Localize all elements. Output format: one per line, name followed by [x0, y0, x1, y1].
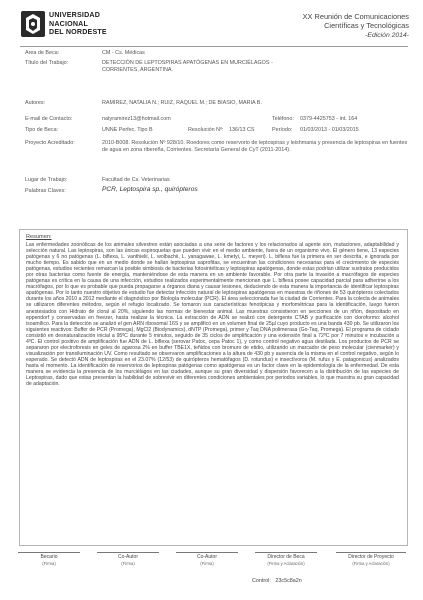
control-label: Control: — [252, 578, 271, 584]
signature-becario — [18, 552, 80, 566]
proyecto-value: 2010-B008. Resolución Nº 928/10. Roedores como reservorio de leptospiras y leishmania y presencia de leptospiras en fuentes de agua en zona ribereña, Corrientes. Secretaría General de CyT (2011-2014). — [102, 140, 408, 153]
signature-note: (Firma) — [42, 560, 56, 566]
signature-role: Co-Autor — [117, 554, 138, 560]
event-title-line-1: XX Reunión de Comunicaciones — [302, 12, 409, 21]
university-logo — [20, 10, 130, 40]
resolucion-label: Resolución Nº: — [188, 127, 224, 133]
palabras-value: PCR, Leptospira sp., quirópteros — [102, 186, 198, 193]
palabras-label: Palabras Claves: — [25, 188, 66, 194]
lugar-label: Lugar de Trabajo: — [25, 177, 68, 183]
signature-line — [255, 552, 317, 553]
signature-role: Becario — [40, 554, 58, 560]
signature-role: Co-Autor — [196, 554, 217, 560]
signature-line — [18, 552, 80, 553]
logo-line-2: NACIONAL — [49, 19, 89, 28]
signature-line — [336, 552, 406, 553]
header-divider — [20, 46, 408, 47]
telefono-label: Teléfono: — [272, 116, 294, 122]
university-emblem-icon — [20, 10, 46, 38]
titulo-value: DETECCIÓN DE LEPTOSPIRAS APATÓGENAS EN MURCIÉLAGOS - CORRIENTES, ARGENTINA. — [102, 60, 273, 73]
signature-note: (Firma y Aclaración) — [267, 560, 305, 566]
abstract-label: Resumen: — [26, 234, 52, 240]
proyecto-label: Proyecto Acreditado: — [25, 140, 75, 146]
periodo-label: Período: — [272, 127, 293, 133]
tipo-beca-value: UNNE Perfec. Tipo B — [102, 127, 153, 133]
signature-note: (Firma) — [121, 560, 135, 566]
resolucion-value: 136/13 CS — [229, 127, 255, 133]
signature-director-proyecto — [336, 552, 406, 566]
logo-line-1: UNIVERSIDAD — [49, 11, 101, 19]
control-code — [252, 578, 302, 584]
signature-line — [176, 552, 238, 553]
signature-note: (Firma) — [200, 560, 214, 566]
titulo-label: Título del Trabajo: — [25, 60, 69, 66]
signature-coautor-2 — [176, 552, 238, 566]
logo-line-3: DEL NORDESTE — [49, 28, 107, 37]
telefono-value: 0379-4425753 - int. 164 — [300, 116, 358, 122]
area-label: Area de Beca: — [25, 50, 60, 56]
periodo-value: 01/03/2013 - 01/03/2015 — [300, 127, 359, 133]
tipo-beca-label: Tipo de Beca: — [25, 127, 59, 133]
signature-role: Director de Proyecto — [348, 554, 394, 560]
lugar-value: Facultad de Cs. Veterinarias — [102, 177, 170, 183]
signature-line — [97, 552, 159, 553]
email-label: E-mail de Contacto: — [25, 116, 73, 122]
control-value: 23c5c8a2n — [275, 578, 302, 584]
event-title — [303, 12, 409, 40]
signature-role: Director de Beca — [267, 554, 305, 560]
signature-coautor-1 — [97, 552, 159, 566]
event-title-line-2: Científicas y Tecnológicas — [324, 21, 409, 31]
event-edition: -Edición 2014- — [365, 31, 409, 39]
email-value: natyramirez13@hotmail.com — [102, 116, 171, 122]
signature-director-beca — [255, 552, 317, 566]
signature-note: (Firma y Aclaración) — [352, 560, 390, 566]
abstract-text: Las enfermedades zoonóticas de los animales silvestres están asociadas a una serie de factores y los relacionados al agente son, mutaciones, adaptabilidad y selección natural. Las leptospiras, son las únicas espiroquetas que pueden vivir en el medio ambiente, fuera de un organismo vivo. El género tiene, 13 especies patógenas y 6 no patógenas (L. biflexa, L. vanthielii, L. wolbachii, L. yanagawae, L. kmetyi, L. meyeri). L. biflexa fue la primera en ser descrita, e ignorada por mucho tiempo. Es sabido que en un medio donde se hallan leptospiras saprofitas, se encuentran las condiciones necesarias para el crecimiento de especies patógenas, estudios recientes remarcan la posible simbiosis de bacterias fotosintéticas y leptospiras apatógenas, donde estas podrían utilizar sustratos producidos por otras bacterias como fuente de energía, manteniéndose de esta manera en un ambiente favorable. Por otra parte la invasión a macrófagos de especies patógenas es crítica en la causa de una infección, estudios realizados experimentalmente mencionan que L. biflexa posee capacidad parcial para adherirse a los macrófagos, por lo que es probable que pueda propagarse a órganos diana y causar lesiones, deduciendo de esta manera la importancia de identificar leptospiras apatógenas. Por lo tanto nuestro objetivo de estudio fue detectar infección natural de leptospiras apatógenas en muestras de riñones de 53 quirópteros colectados durante los años 2010 a 2012 mediante el diagnóstico por Biología molecular (PCR). El área seleccionada fue la ciudad de Corrientes. Para la colecta de animales se utilizaron diferentes métodos, según el refugio localizado. Se tomaron sus características fenotípicas y morfométricas para la identificación, luego fueron anestesiados con Hidrato de cloral al 20%, siguiendo las normas de bienestar animal. Las muestras consistieron en secciones de un riñón, depositado en eppendorf y conservadas en freezer, hasta realizar la técnica. La extracción de ADN se realizó con detergente CTAB y purificación con cloroformo: alcohol isoamílico. Para la detección se analizó el gen ARN ribosomal 16S y se amplificó en un volumen final de 25µl cuyo producto es una banda 430 pb. Se utilizaron los siguientes reactivos: Buffer de PCR (Promega), MgCl2 (Biodynamics), dNTP (Promega), primer y Taq DNA polimerasa (Go-Taq, Promega). El programa de ciclado consistió en desnaturalización inicial a 95ºC durante 5 minutos, seguido de 35 ciclos de amplificación y una extensión final a 72ºC por 7 minutos e incubación a 4ºC. El control positivo de amplificación fue ADN de L. biflexa (serovar Patoc, cepa Patoc 1), y como control negativo agua destilada. Los productos de PCR se separaron por electroforesis en geles de agarosa 2% en buffer TBE1X, teñidos con bromuro de etidio, utilizando un marcador de peso molecular (cienmarker) y visualización por transiluminación UV. Como resultado se observaron amplificaciones a la altura de 430 pb y ausencia de la misma en el control negativo, según lo esperado. Se detectó ADN de leptospiras en el 23.07% (12/53) de quirópteros hematófagos (D. rotundus) e insectívoros (M. rufus y E. patagonicus) analizados hasta el momento. La identificación de reservorios de leptospiras patógenas como apatógenas es un factor clave en la epidemiología de la enfermedad. De esta manera se evidencia la presencia de los murciélagos en las ciudades, aunque su gran diversidad y dispersión favorecen a la distribución de las especies de Leptospiras, dado que estas presentan la habilidad de sobrevivir en diferentes condiciones ambientales por periodos variables, lo que muestra su gran capacidad de adaptación. — [26, 242, 399, 388]
autores-label: Autores: — [25, 100, 46, 106]
autores-value: RAMIREZ, NATALIA N.; RUIZ, RAQUEL M.; DE BIASIO, MARIA B. — [102, 100, 262, 106]
university-name — [49, 11, 107, 37]
area-value: CM - Cs. Médicas — [102, 50, 145, 56]
